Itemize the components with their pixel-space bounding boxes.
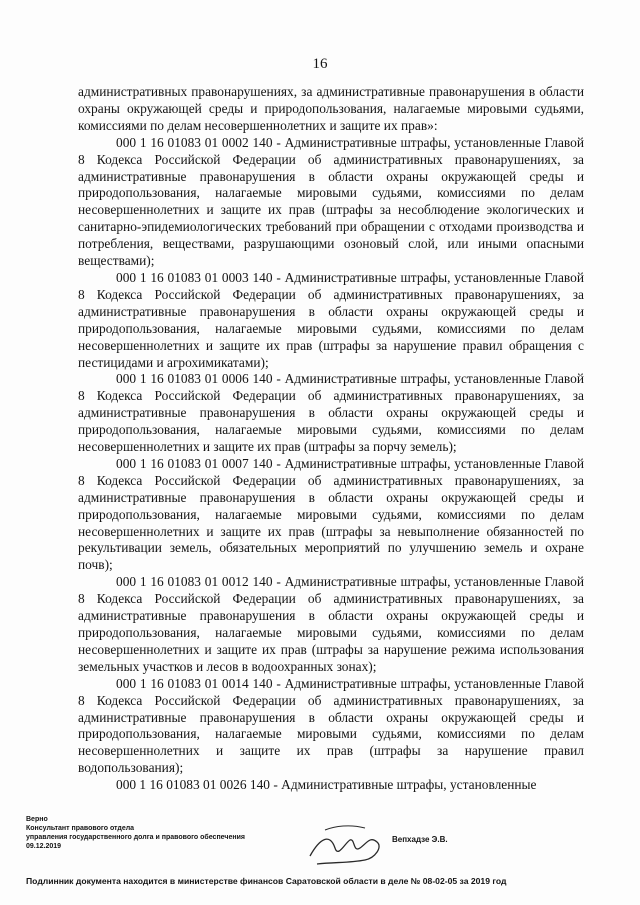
- certification-stamp: [26, 815, 276, 851]
- paragraph: 000 1 16 01083 01 0014 140 - Административные штрафы, установленные Главой 8 Кодекса Российской Федерации об административных правонарушениях, за административные правонарушения в области охраны окружающей среды и природопользования, налагаемые мировыми судьями, комиссиями по делам несовершеннолетних и защите их прав (штрафы за нарушение правил водопользования);: [78, 675, 584, 776]
- page-number: 16: [312, 56, 328, 72]
- document-body: [78, 84, 584, 794]
- stamp-line-1: Верно: [26, 816, 48, 823]
- paragraph: административных правонарушениях, за административные правонарушения в области охраны окружающей среды и природопользования, налагаемые мировыми судьями, комиссиями по делам несовершеннолетних и защите их прав»:: [78, 84, 584, 133]
- stamp-line-4: 09.12.2019: [26, 843, 62, 850]
- paragraph: 000 1 16 01083 01 0012 140 - Административные штрафы, установленные Главой 8 Кодекса Российской Федерации об административных правонарушениях, за административные правонарушения в области охраны окружающей среды и природопользования, налагаемые мировыми судьями, комиссиями по делам несовершеннолетних и защите их прав (штрафы за нарушение режима использования земельных участков и лесов в водоохранных зонах);: [78, 574, 584, 674]
- paragraph: 000 1 16 01083 01 0026 140 - Административные штрафы, установленные: [116, 777, 537, 793]
- paragraph: 000 1 16 01083 01 0003 140 - Административные штрафы, установленные Главой 8 Кодекса Российской Федерации об административных правонарушениях, за административные правонарушения в области охраны окружающей среды и природопользования, налагаемые мировыми судьями, комиссиями по делам несовершеннолетних и защите их прав (штрафы за нарушение правил обращения с пестицидами и агрохимикатами);: [78, 269, 584, 370]
- footer-note: Подлинник документа находится в министерстве финансов Саратовской области в деле № 08-02-05 за 2019 год: [26, 876, 507, 886]
- stamp-line-2: Консультант правового отдела: [26, 825, 135, 832]
- stamp-line-3: управления государственного долга и правового обеспечения: [26, 834, 245, 841]
- paragraph: 000 1 16 01083 01 0006 140 - Административные штрафы, установленные Главой 8 Кодекса Российской Федерации об административных правонарушениях, за административные правонарушения в области охраны окружающей среды и природопользования, налагаемые мировыми судьями, комиссиями по делам несовершеннолетних и защите их прав (штрафы за порчу земель);: [78, 371, 584, 455]
- paragraph: 000 1 16 01083 01 0007 140 - Административные штрафы, установленные Главой 8 Кодекса Российской Федерации об административных правонарушениях, за административные правонарушения в области охраны окружающей среды и природопользования, налагаемые мировыми судьями, комиссиями по делам несовершеннолетних и защите их прав (штрафы за невыполнение обязанностей по рекультивации земель, обязательных мероприятий по улучшению земель и охране почв);: [78, 455, 584, 573]
- handwritten-signature: [305, 818, 395, 873]
- signer-name: Вепхадзе Э.В.: [392, 835, 448, 844]
- paragraph: 000 1 16 01083 01 0002 140 - Административные штрафы, установленные Главой 8 Кодекса Российской Федерации об административных правонарушениях, за административные правонарушения в области охраны окружающей среды и природопользования, налагаемые мировыми судьями, комиссиями по делам несовершеннолетних и защите их прав (штрафы за несоблюдение экологических и санитарно-эпидемиологических требований при обращении с отходами производства и потребления, веществами, разрушающими озоновый слой, или иными опасными веществами);: [78, 134, 584, 269]
